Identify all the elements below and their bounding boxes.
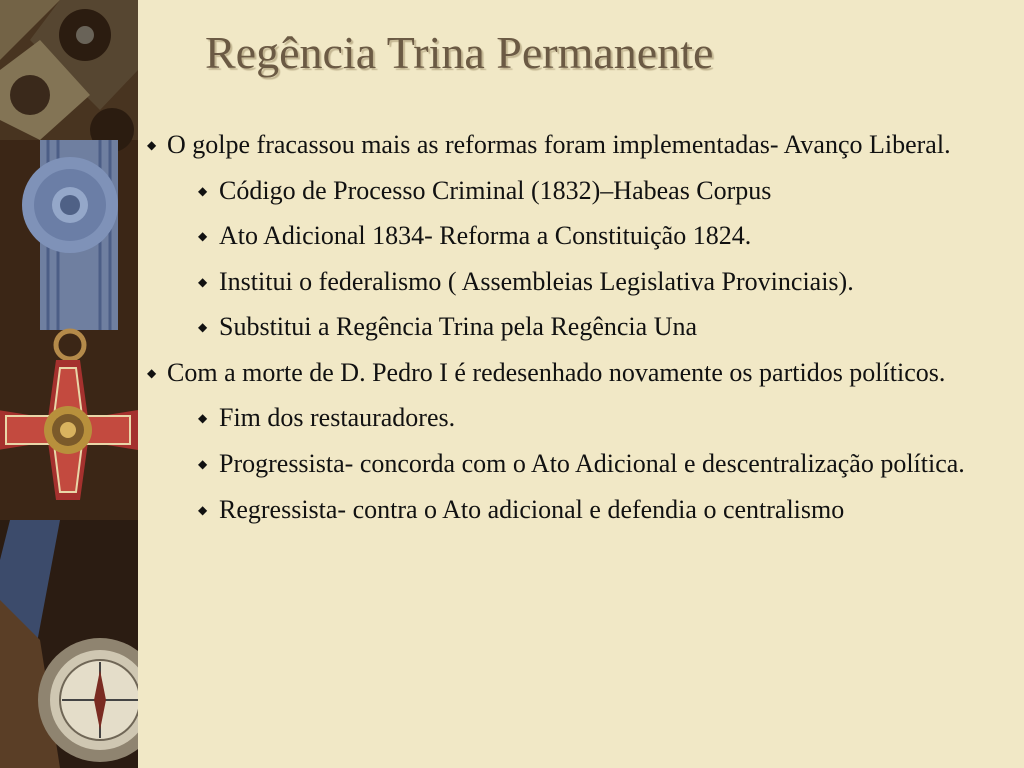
bullet-item — [198, 447, 1013, 482]
diamond-bullet-icon: ◆ — [198, 457, 208, 472]
bullet-text: Código de Processo Criminal (1832)–Habeas Corpus — [219, 175, 772, 205]
bullet-text: Substitui a Regência Trina pela Regência Una — [219, 312, 698, 342]
bullet-item — [198, 493, 1013, 528]
bullet-item — [198, 401, 1013, 436]
diamond-bullet-icon: ◆ — [198, 183, 208, 198]
bullet-item — [198, 174, 1013, 209]
bullet-text: O golpe fracassou mais as reformas foram implementadas- Avanço Liberal. — [167, 130, 951, 159]
bullet-item — [198, 265, 1013, 300]
bullet-item — [198, 310, 1013, 345]
bullet-text: Fim dos restauradores. — [219, 403, 456, 433]
bullet-text: Institui o federalismo ( Assembleias Legislativa Provinciais). — [219, 266, 854, 296]
diamond-bullet-icon: ◆ — [198, 502, 208, 517]
diamond-bullet-icon: ◆ — [147, 365, 157, 380]
bullet-text: Com a morte de D. Pedro I é redesenhado novamente os partidos políticos. — [167, 357, 946, 387]
bullet-text: Regressista- contra o Ato adicional e defendia o centralismo — [219, 494, 845, 524]
slide-title: Regência Trina Permanente — [205, 27, 714, 78]
medals-illustration — [0, 0, 138, 768]
bullet-item — [198, 219, 1013, 254]
diamond-bullet-icon: ◆ — [198, 229, 208, 244]
bullet-text: Progressista- concorda com o Ato Adicional e descentralização política. — [219, 449, 965, 479]
diamond-bullet-icon: ◆ — [198, 411, 208, 426]
diamond-bullet-icon: ◆ — [198, 274, 208, 289]
decorative-medals-image — [0, 0, 138, 768]
bullet-item — [147, 356, 1013, 391]
bullet-text: Ato Adicional 1834- Reforma a Constituição 1824. — [219, 221, 752, 251]
bullet-item — [147, 128, 1013, 163]
diamond-bullet-icon: ◆ — [198, 320, 208, 335]
bullet-list — [147, 128, 1013, 538]
diamond-bullet-icon: ◆ — [147, 138, 157, 152]
